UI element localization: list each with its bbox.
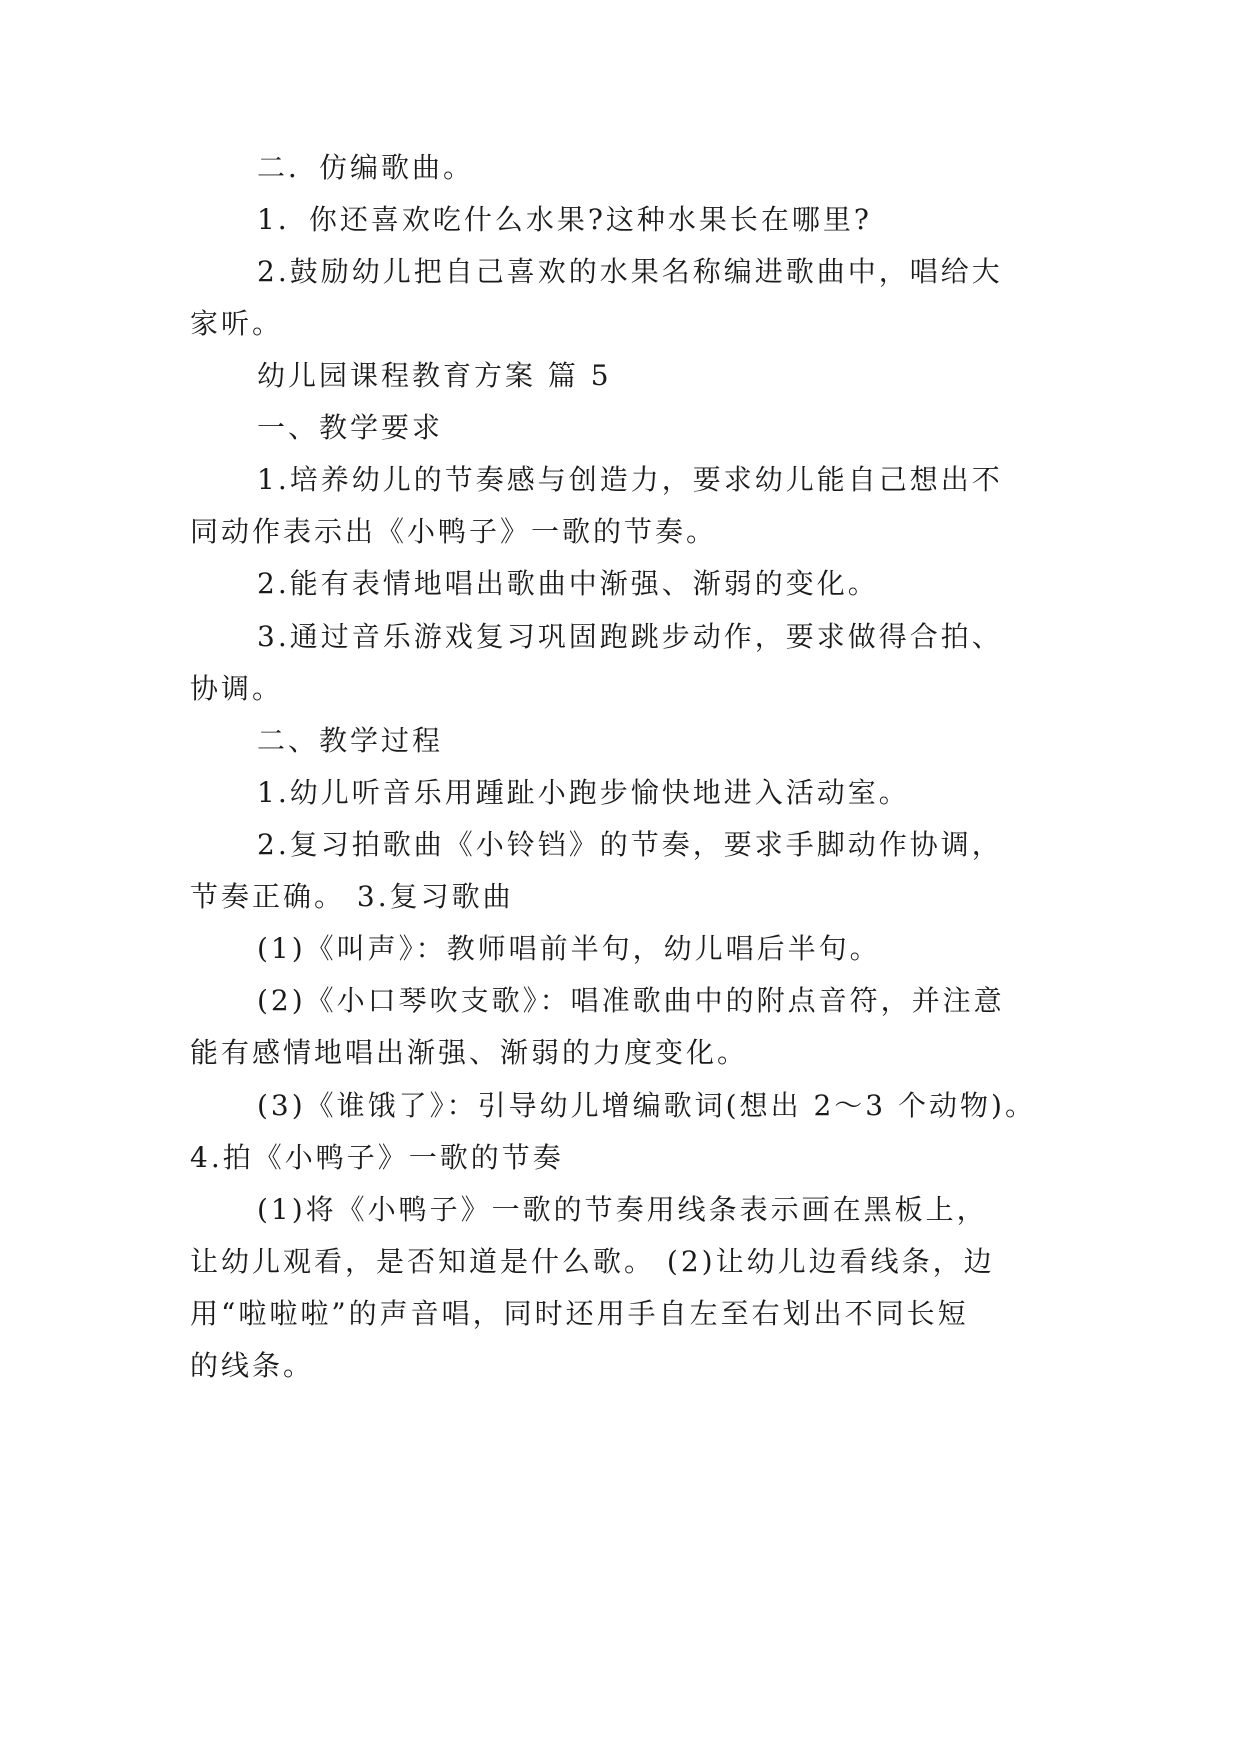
- paragraph-line: 4.拍《小鸭子》一歌的节奏: [190, 1141, 564, 1174]
- paragraph-line: (1)《叫声》：教师唱前半句，幼儿唱后半句。: [257, 932, 881, 965]
- paragraph-line: 1.幼儿听音乐用踵趾小跑步愉快地进入活动室。: [257, 776, 910, 809]
- paragraph-line: 同动作表示出《小鸭子》一歌的节奏。: [190, 515, 718, 548]
- paragraph-line: 的线条。: [190, 1349, 315, 1382]
- paragraph-line: (3)《谁饿了》：引导幼儿增编歌词(想出 2～3 个动物)。: [257, 1089, 1036, 1122]
- paragraph-line: 2.复习拍歌曲《小铃铛》的节奏，要求手脚动作协调，: [257, 828, 1003, 861]
- paragraph-line: 家听。: [190, 307, 284, 340]
- paragraph-line: 用“啦啦啦”的声音唱，同时还用手自左至右划出不同长短: [190, 1297, 969, 1330]
- paragraph-line: 节奏正确。 3.复习歌曲: [190, 880, 514, 913]
- section-heading-teaching-process: 二、教学过程: [257, 724, 444, 757]
- section-heading-imitate-song: 二．仿编歌曲。: [257, 151, 475, 184]
- section-heading-teaching-requirements: 一、教学要求: [257, 411, 444, 444]
- paragraph-line: 2.能有表情地唱出歌曲中渐强、渐弱的变化。: [257, 567, 879, 600]
- paragraph-line: 3.通过音乐游戏复习巩固跑跳步动作，要求做得合拍、: [257, 620, 1003, 653]
- paragraph-line: 协调。: [190, 672, 284, 705]
- paragraph-line: 让幼儿观看，是否知道是什么歌。 (2)让幼儿边看线条，边: [190, 1245, 995, 1278]
- paragraph-line: (1)将《小鸭子》一歌的节奏用线条表示画在黑板上，: [257, 1193, 988, 1226]
- paragraph-line: (2)《小口琴吹支歌》：唱准歌曲中的附点音符，并注意: [257, 984, 1005, 1017]
- paragraph-line: 2.鼓励幼儿把自己喜欢的水果名称编进歌曲中，唱给大: [257, 255, 1003, 288]
- paragraph-line: 1．你还喜欢吃什么水果?这种水果长在哪里?: [257, 203, 872, 236]
- paragraph-line: 1.培养幼儿的节奏感与创造力，要求幼儿能自己想出不: [257, 463, 1003, 496]
- paragraph-line: 能有感情地唱出渐强、渐弱的力度变化。: [190, 1036, 749, 1069]
- document-title: 幼儿园课程教育方案 篇 5: [257, 359, 612, 392]
